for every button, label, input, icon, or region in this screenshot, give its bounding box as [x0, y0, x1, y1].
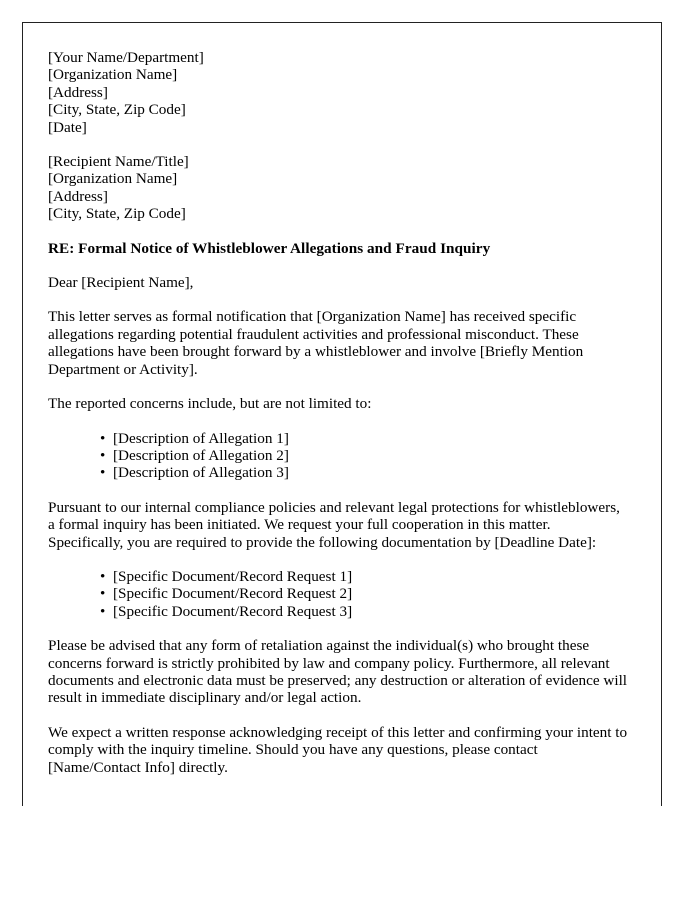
- document-request-text: [Specific Document/Record Request 1]: [113, 567, 353, 585]
- recipient-address-line: [Address]: [48, 187, 108, 205]
- allegations-list: [48, 430, 628, 482]
- bullet-icon: •: [100, 446, 106, 464]
- bullet-icon: •: [100, 585, 106, 603]
- letter-page: [22, 22, 662, 806]
- sender-name-line: [Your Name/Department]: [48, 49, 204, 66]
- bullet-icon: •: [100, 602, 106, 620]
- paragraph-inquiry-request: Pursuant to our internal compliance policies and relevant legal protections for whistleblowers, a formal inquiry has been initiated. We request your full cooperation in this matter. Specifically, you are required to provide the following documentation by [Deadline Date]:: [48, 498, 620, 551]
- allegation-text: [Description of Allegation 3]: [113, 464, 289, 482]
- sender-address-line: [Address]: [48, 83, 108, 101]
- list-item: [48, 568, 628, 585]
- list-item: [48, 464, 628, 481]
- recipient-address-block: [48, 153, 628, 223]
- paragraph-notification: This letter serves as formal notification that [Organization Name] has received specific allegations regarding potential fraudulent activities and professional misconduct. These allegations have been brought forward by a whistleblower and involve [Briefly Mention Department or Activity].: [48, 308, 584, 378]
- bullet-icon: •: [100, 567, 106, 585]
- document-requests-list: [48, 568, 628, 620]
- list-item: [48, 447, 628, 464]
- paragraph-response-expectation: We expect a written response acknowledging receipt of this letter and confirming your intent to comply with the inquiry timeline. Should you have any questions, please contact [Name/Contact Info] directly.: [48, 723, 628, 776]
- list-item: [48, 603, 628, 620]
- allegation-text: [Description of Allegation 2]: [113, 446, 289, 464]
- letter-body: [48, 49, 628, 776]
- letter-date-line: [Date]: [48, 118, 87, 136]
- document-request-text: [Specific Document/Record Request 2]: [113, 585, 353, 603]
- concerns-intro: The reported concerns include, but are not limited to:: [48, 395, 372, 413]
- list-item: [48, 585, 628, 602]
- document-request-text: [Specific Document/Record Request 3]: [113, 602, 353, 620]
- paragraph-anti-retaliation: Please be advised that any form of retaliation against the individual(s) who brought these concerns forward is strictly prohibited by law and company policy. Furthermore, all relevant documents and electronic data must be preserved; any destruction or alteration of evidence will result in immediate disciplinary and/or legal action.: [48, 637, 628, 707]
- sender-address-block: [48, 49, 628, 136]
- recipient-name-title-line: [Recipient Name/Title]: [48, 153, 189, 171]
- subject-line: RE: Formal Notice of Whistleblower Allegations and Fraud Inquiry: [48, 239, 491, 257]
- allegation-text: [Description of Allegation 1]: [113, 429, 289, 447]
- recipient-city-state-zip-line: [City, State, Zip Code]: [48, 205, 186, 223]
- sender-organization-line: [Organization Name]: [48, 66, 178, 84]
- salutation: Dear [Recipient Name],: [48, 274, 194, 292]
- list-item: [48, 430, 628, 447]
- bullet-icon: •: [100, 464, 106, 482]
- sender-city-state-zip-line: [City, State, Zip Code]: [48, 101, 186, 119]
- recipient-organization-line: [Organization Name]: [48, 170, 178, 188]
- bullet-icon: •: [100, 429, 106, 447]
